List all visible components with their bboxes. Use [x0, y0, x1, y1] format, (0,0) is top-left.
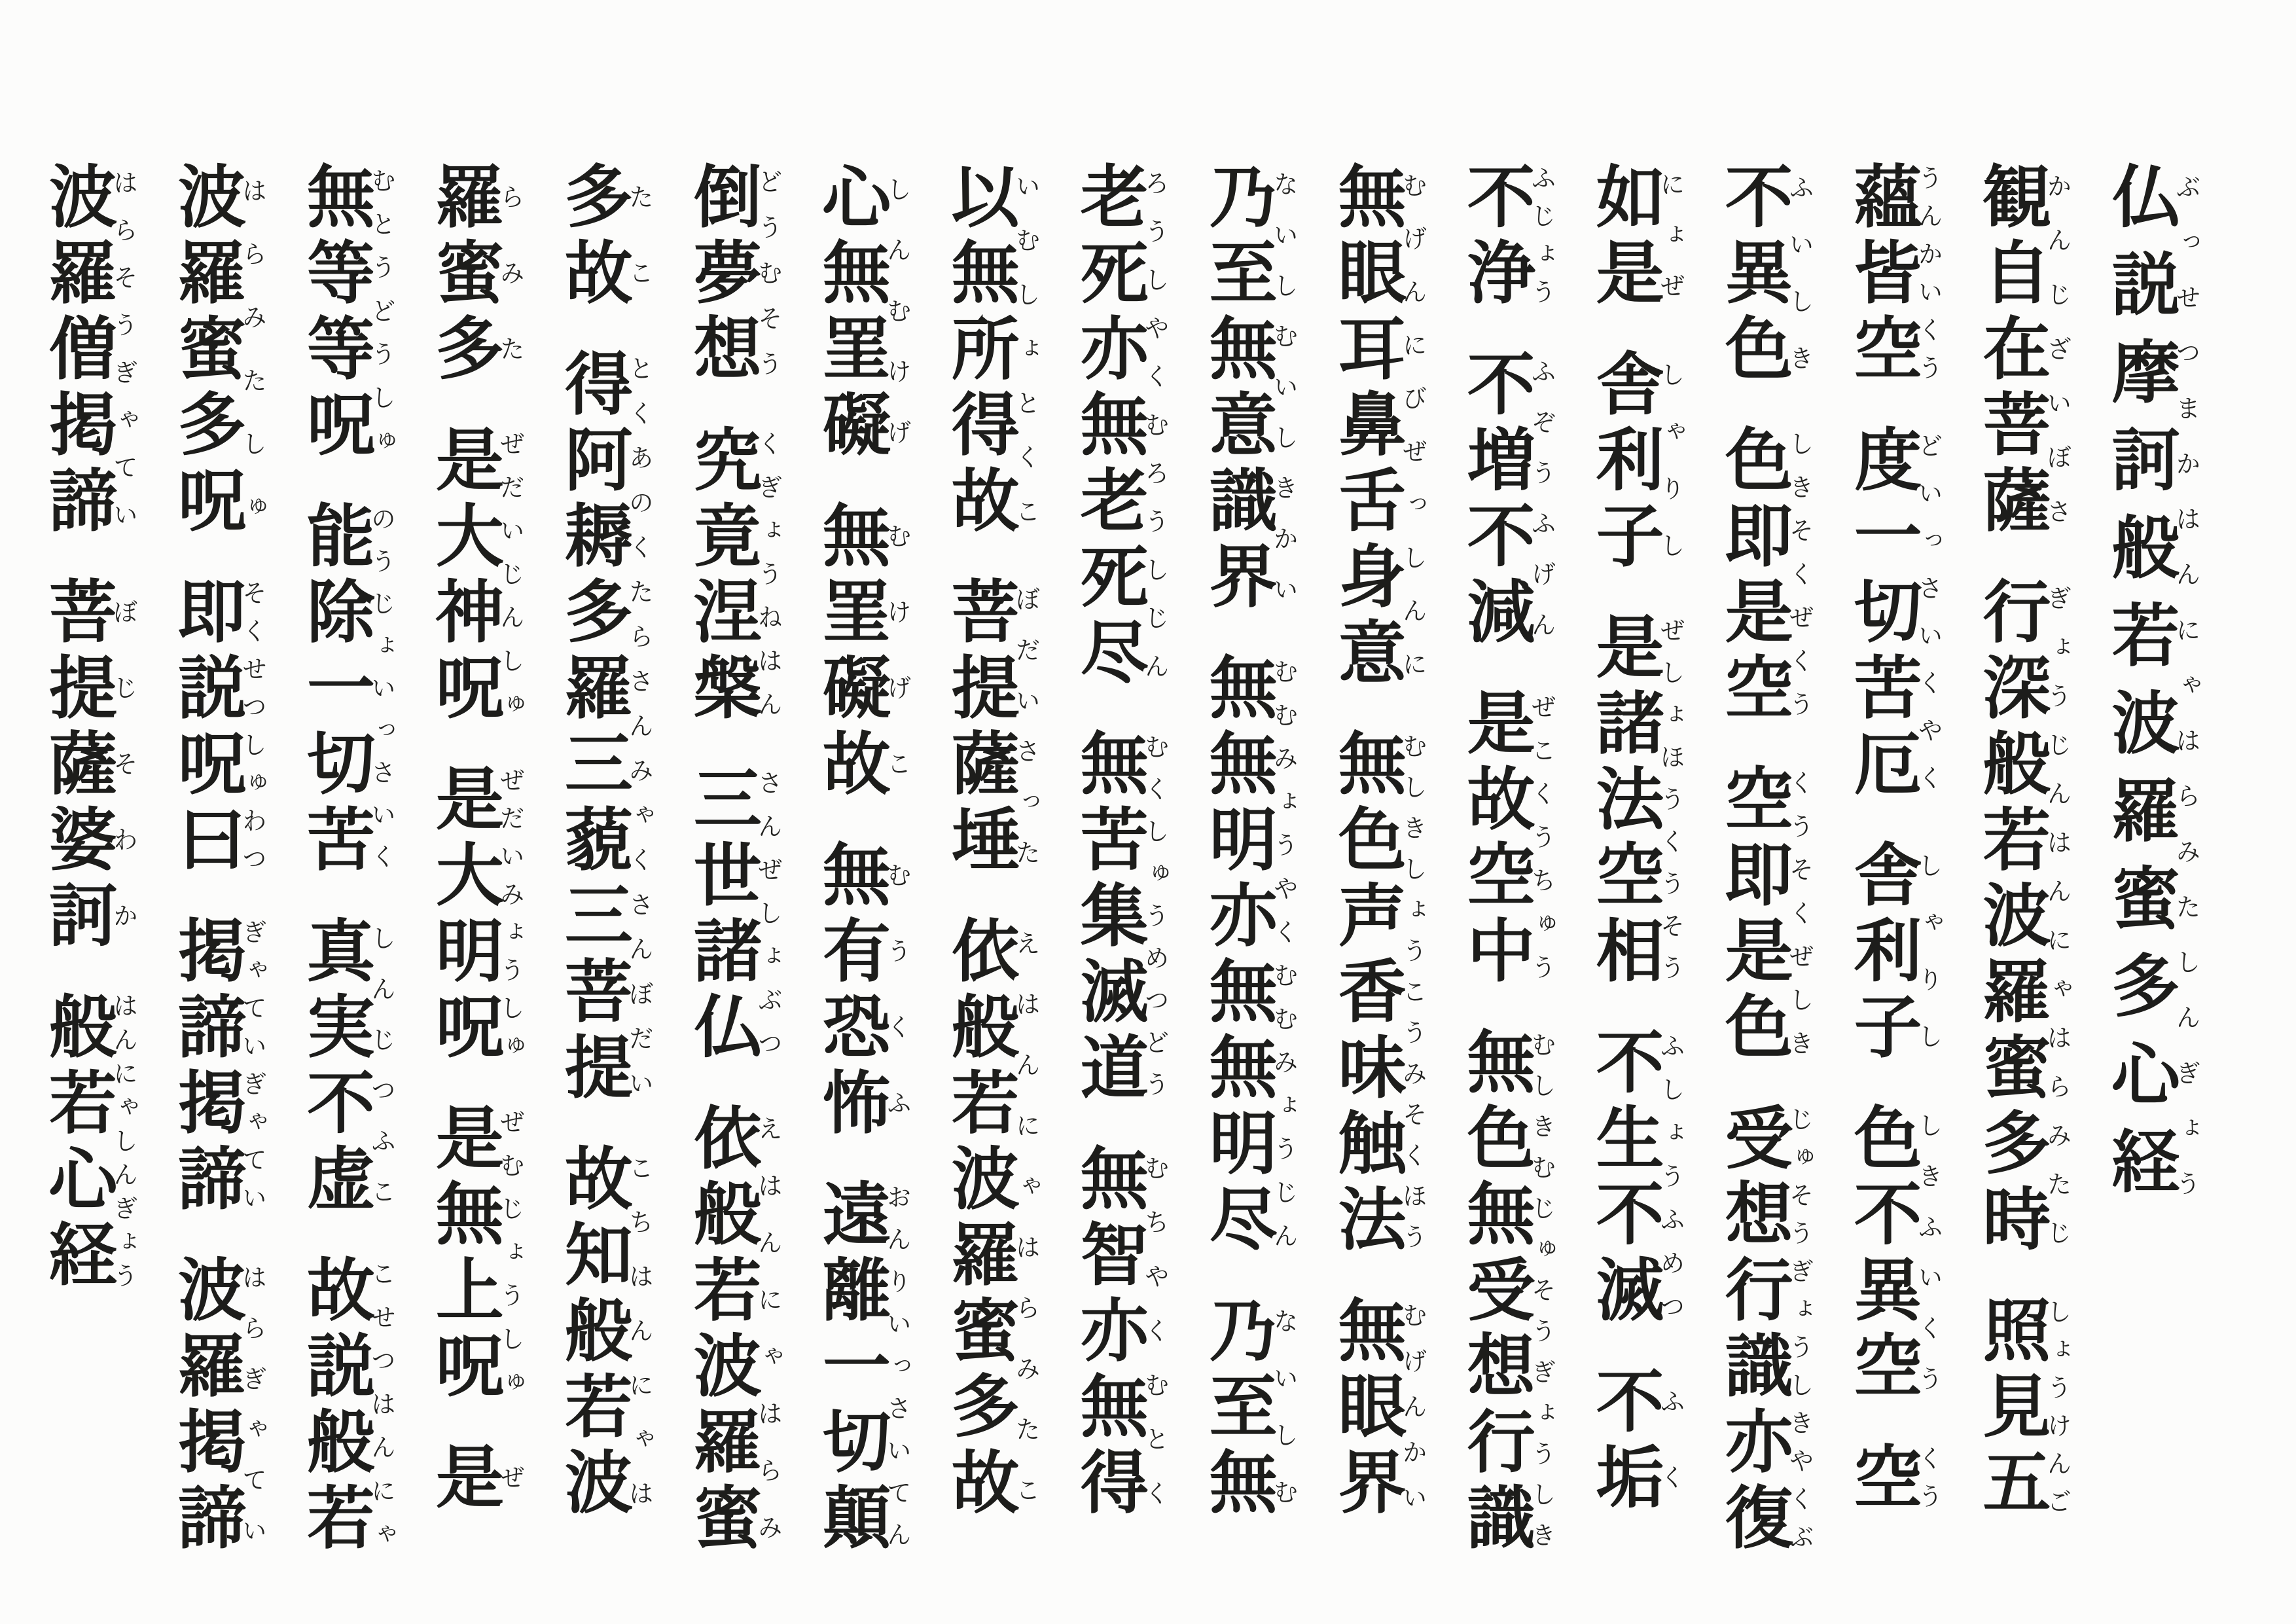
- furigana-reading: ふじょう: [1527, 161, 1555, 313]
- sutra-phrase: 無智亦無得むちやくむとく: [1069, 1143, 1168, 1523]
- sutra-phrase: 不浄ふじょう: [1456, 161, 1555, 313]
- furigana-reading: ふぞうふげん: [1527, 348, 1555, 652]
- sutra-phrase: 即説呪曰そくせつしゅわつ: [167, 576, 266, 880]
- furigana-reading: しきそくぜくう: [1785, 424, 1813, 728]
- furigana-reading: ぜむじょうしゅ: [495, 1102, 524, 1406]
- sutra-phrase: 無色声香味触法むしきしょうこうみそくほう: [1327, 728, 1426, 1259]
- sutra-phrase: 乃至無ないしむ: [1198, 1295, 1297, 1523]
- furigana-reading: くうそくぜしき: [1785, 763, 1813, 1067]
- sutra-phrase: 究竟涅槃くぎょうねはん: [683, 424, 781, 728]
- sutra-phrase: 真実不虚しんじつふこ: [296, 915, 395, 1219]
- furigana-reading: しんじつふこ: [367, 915, 395, 1219]
- furigana-reading: いむしょとくこ: [1011, 161, 1039, 541]
- furigana-reading: ろうしやくむろうしじん: [1140, 161, 1168, 693]
- sutra-phrase: 波羅僧掲諦はらそうぎゃてい: [39, 161, 137, 541]
- sutra-phrase: 三世諸仏さんぜしょぶつ: [683, 763, 781, 1067]
- sutra-phrase: 色即是空しきそくぜくう: [1714, 424, 1813, 728]
- furigana-reading: らみた: [495, 161, 524, 389]
- furigana-reading: むとうどうしゅ: [367, 161, 395, 465]
- sutra-phrase: 是故空中ぜこくうちゅう: [1456, 687, 1555, 991]
- sutra-body-column: [536, 161, 651, 1591]
- sutra-phrase: 無眼耳鼻舌身意むげんにびぜっしんに: [1327, 161, 1426, 693]
- sutra-phrase: 無有恐怖むうくふ: [812, 839, 910, 1143]
- sutra-phrase: 是ぜ: [425, 1441, 524, 1517]
- sutra-phrase: 倒夢想どうむそう: [683, 161, 781, 389]
- sutra-phrase: 蘊皆空うんかいくう: [1843, 161, 1942, 389]
- sutra-phrase: 羅蜜多らみた: [425, 161, 524, 389]
- sutra-body-column: [665, 161, 780, 1591]
- sutra-body-column: [1825, 161, 1940, 1591]
- sutra-body-column: [21, 161, 135, 1591]
- furigana-reading: むくしゅうめつどう: [1140, 728, 1168, 1108]
- sutra-body-column: [1052, 161, 1166, 1591]
- sutra-phrase: 故知般若波こちはんにゃは: [554, 1143, 653, 1523]
- furigana-reading: ないしむいしきかい: [1269, 161, 1297, 617]
- sutra-phrase: 不垢ふく: [1585, 1365, 1684, 1517]
- furigana-reading: とくあのくたらさんみゃくさんぼだい: [624, 348, 653, 1108]
- sutra-body-column: [1181, 161, 1295, 1591]
- sutra-phrase: 無等等呪むとうどうしゅ: [296, 161, 395, 465]
- furigana-reading: どいっさいくやく: [1914, 424, 1942, 804]
- furigana-reading: むむみょうやくむむみょうじん: [1269, 652, 1297, 1259]
- furigana-reading: はらぎゃてい: [238, 1254, 266, 1558]
- furigana-reading: そくせつしゅわつ: [238, 576, 266, 880]
- furigana-reading: えはんにゃはらみ: [753, 1102, 781, 1558]
- sutra-phrase: 遠離一切顛おんりいっさいてん: [812, 1178, 910, 1558]
- sutra-phrase: 是諸法空相ぜしょほうくうそう: [1585, 611, 1684, 991]
- furigana-reading: ふく: [1656, 1365, 1684, 1517]
- sutra-phrase: 空即是色くうそくぜしき: [1714, 763, 1813, 1067]
- sutra-phrase: 波羅蜜多呪はらみたしゅ: [167, 161, 266, 541]
- furigana-reading: むげんにびぜっしんに: [1398, 161, 1426, 693]
- sutra-body-column: [407, 161, 522, 1591]
- sutra-body-column: [1568, 161, 1682, 1591]
- furigana-reading: はらみたしゅ: [238, 161, 266, 541]
- sutra-phrase: 是大明呪ぜだいみょうしゅ: [425, 763, 524, 1067]
- sutra-phrase: 色不異空しきふいくう: [1843, 1102, 1942, 1406]
- sutra-phrase: 波羅掲諦はらぎゃてい: [167, 1254, 266, 1558]
- sutra-phrase: 是大神呪ぜだいじんしゅ: [425, 424, 524, 728]
- furigana-reading: ぎゃていぎゃてい: [238, 915, 266, 1219]
- sutra-body-column: [794, 161, 908, 1591]
- furigana-reading: さんぜしょぶつ: [753, 763, 781, 1067]
- sutra-phrase: 舎利子しゃりし: [1585, 348, 1684, 576]
- sutra-phrase: 多故たこ: [554, 161, 653, 313]
- sutra-phrase: 能除一切苦のうじょいっさいく: [296, 500, 395, 880]
- sutra-phrase: 受想行識亦復じゅそうぎょうしきやくぶ: [1714, 1102, 1813, 1558]
- furigana-reading: ぜだいみょうしゅ: [495, 763, 524, 1067]
- sutra-phrase: 観自在菩薩かんじざいぼさ: [1972, 161, 2071, 541]
- sutra-phrase: 無罣礙故むけげこ: [812, 500, 910, 804]
- sutra-phrase: 故説般若こせつはんにゃ: [296, 1254, 395, 1558]
- sutra-phrase: 以無所得故いむしょとくこ: [941, 161, 1039, 541]
- sutra-phrase: 得阿耨多羅三藐三菩提とくあのくたらさんみゃくさんぼだい: [554, 348, 653, 1108]
- sutra-title-column: [2083, 161, 2198, 1591]
- furigana-reading: くう: [1914, 1441, 1942, 1517]
- sutra-body-column: [1310, 161, 1424, 1591]
- furigana-reading: にょぜ: [1656, 161, 1684, 313]
- furigana-reading: えはんにゃはらみたこ: [1011, 915, 1039, 1523]
- sutra-phrase: 菩提薩埵ぼだいさった: [941, 576, 1039, 880]
- furigana-reading: おんりいっさいてん: [882, 1178, 910, 1558]
- furigana-reading: むちやくむとく: [1140, 1143, 1168, 1523]
- sutra-phrase: 乃至無意識界ないしむいしきかい: [1198, 161, 1297, 617]
- sutra-phrase: 仏説摩訶般若波羅蜜多心経ぶっせつまかはんにゃはらみたしんぎょう: [2101, 161, 2199, 1214]
- furigana-reading: うんかいくう: [1914, 161, 1942, 389]
- sutra-phrase: 菩提薩婆訶ぼじそわか: [39, 576, 137, 956]
- furigana-reading: むしきしょうこうみそくほう: [1398, 728, 1426, 1259]
- furigana-reading: どうむそう: [753, 161, 781, 389]
- furigana-reading: ないしむ: [1269, 1295, 1297, 1523]
- furigana-reading: じゅそうぎょうしきやくぶ: [1785, 1102, 1813, 1558]
- furigana-reading: ぶっせつまかはんにゃはらみたしんぎょう: [2172, 161, 2199, 1214]
- sutra-phrase: 不異色ふいしき: [1714, 161, 1813, 389]
- sutra-phrase: 度一切苦厄どいっさいくやく: [1843, 424, 1942, 804]
- sutra-phrase: 般若心経はんにゃしんぎょう: [39, 991, 137, 1295]
- furigana-reading: くぎょうねはん: [753, 424, 781, 728]
- sutra-phrase: 空くう: [1843, 1441, 1942, 1517]
- sutra-phrase: 依般若波羅蜜えはんにゃはらみ: [683, 1102, 781, 1558]
- sutra-phrase: 不生不滅ふしょうふめつ: [1585, 1026, 1684, 1330]
- sutra-phrase: 心無罣礙しんむけげ: [812, 161, 910, 465]
- sutra-body-column: [1954, 161, 2069, 1591]
- furigana-reading: たこ: [624, 161, 653, 313]
- furigana-reading: むうくふ: [882, 839, 910, 1143]
- furigana-reading: こせつはんにゃ: [367, 1254, 395, 1558]
- furigana-reading: しんむけげ: [882, 161, 910, 465]
- furigana-reading: ぜ: [495, 1441, 524, 1517]
- sutra-phrase: 是無上呪ぜむじょうしゅ: [425, 1102, 524, 1406]
- furigana-reading: しょうけんご: [2043, 1295, 2071, 1523]
- sutra-phrase: 無眼界むげんかい: [1327, 1295, 1426, 1523]
- sutra-phrase: 無色無受想行識むしきむじゅそうぎょうしき: [1456, 1026, 1555, 1558]
- sutra-phrase: 如是にょぜ: [1585, 161, 1684, 313]
- furigana-reading: ぼじそわか: [109, 576, 137, 956]
- sutra-body-column: [278, 161, 393, 1591]
- sutra-body-column: [1696, 161, 1811, 1591]
- sutra-phrase: 舎利子しゃりし: [1843, 839, 1942, 1067]
- furigana-reading: しきふいくう: [1914, 1102, 1942, 1406]
- sutra-phrase: 行深般若波羅蜜多時ぎょうじんはんにゃはらみたじ: [1972, 576, 2071, 1259]
- furigana-reading: ふいしき: [1785, 161, 1813, 389]
- furigana-reading: むげんかい: [1398, 1295, 1426, 1523]
- sutra-phrase: 照見五しょうけんご: [1972, 1295, 2071, 1523]
- sutra-phrase: 掲諦掲諦ぎゃていぎゃてい: [167, 915, 266, 1219]
- furigana-reading: ぼだいさった: [1011, 576, 1039, 880]
- furigana-reading: はんにゃしんぎょう: [109, 991, 137, 1295]
- furigana-reading: ぎょうじんはんにゃはらみたじ: [2043, 576, 2071, 1259]
- furigana-reading: ふしょうふめつ: [1656, 1026, 1684, 1330]
- furigana-reading: しゃりし: [1656, 348, 1684, 576]
- furigana-reading: のうじょいっさいく: [367, 500, 395, 880]
- sutra-body-column: [923, 161, 1037, 1591]
- sutra-phrase: 依般若波羅蜜多故えはんにゃはらみたこ: [941, 915, 1039, 1523]
- sutra-phrase: 無無明亦無無明尽むむみょうやくむむみょうじん: [1198, 652, 1297, 1259]
- sutra-body-column: [150, 161, 264, 1591]
- sutra-phrase: 老死亦無老死尽ろうしやくむろうしじん: [1069, 161, 1168, 693]
- sutra-body-column: [1439, 161, 1553, 1591]
- furigana-reading: こちはんにゃは: [624, 1143, 653, 1523]
- furigana-reading: かんじざいぼさ: [2043, 161, 2071, 541]
- sutra-phrase: 無苦集滅道むくしゅうめつどう: [1069, 728, 1168, 1108]
- furigana-reading: ぜしょほうくうそう: [1656, 611, 1684, 991]
- furigana-reading: はらそうぎゃてい: [109, 161, 137, 541]
- furigana-reading: ぜだいじんしゅ: [495, 424, 524, 728]
- furigana-reading: むしきむじゅそうぎょうしき: [1527, 1026, 1555, 1558]
- furigana-reading: むけげこ: [882, 500, 910, 804]
- furigana-reading: ぜこくうちゅう: [1527, 687, 1555, 991]
- sutra-phrase: 不増不減ふぞうふげん: [1456, 348, 1555, 652]
- furigana-reading: しゃりし: [1914, 839, 1942, 1067]
